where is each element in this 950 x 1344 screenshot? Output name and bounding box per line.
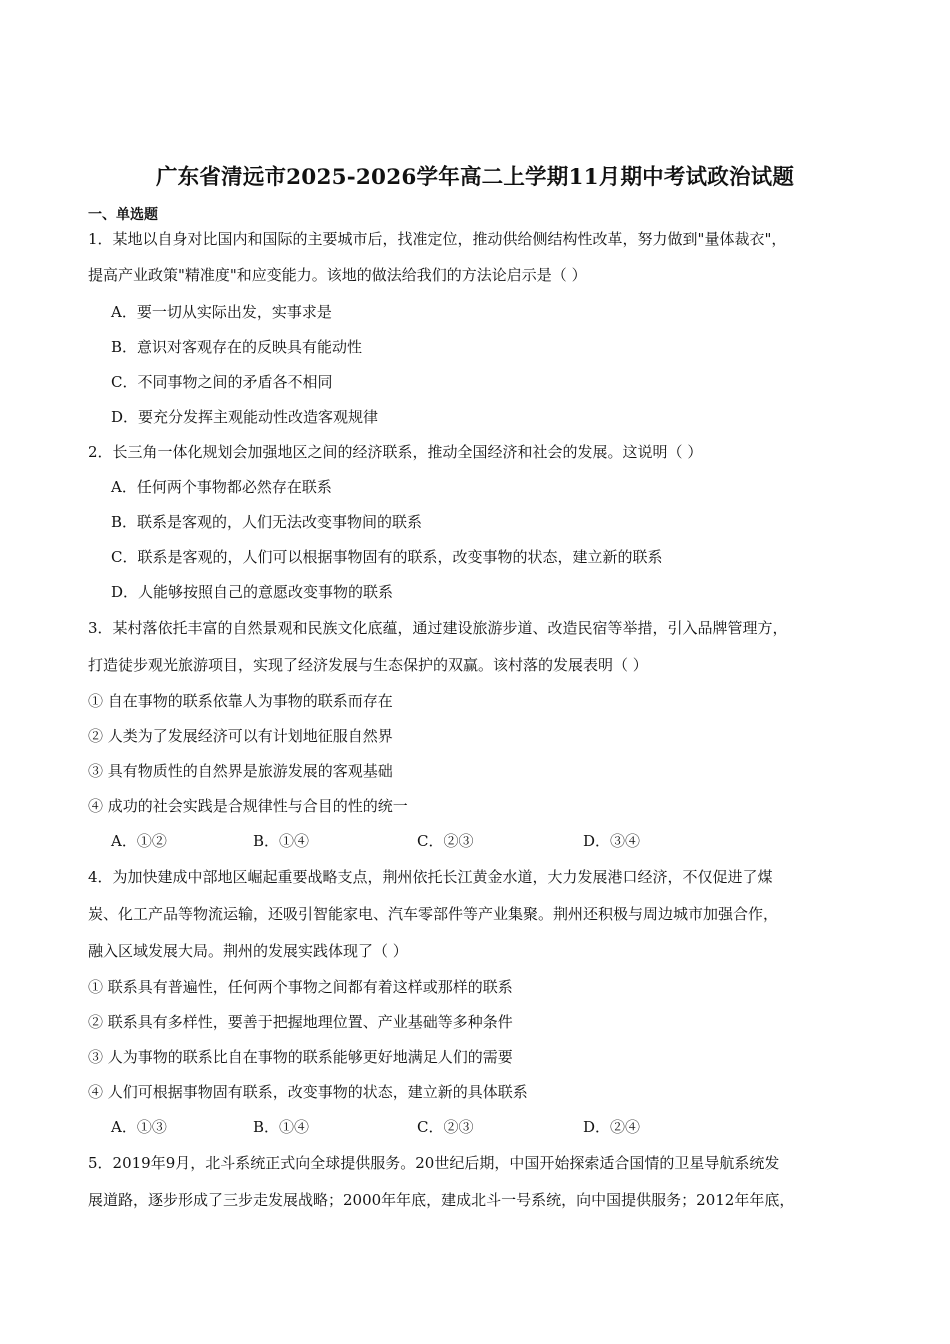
question-2-option-a: A．任何两个事物都必然存在联系	[111, 478, 332, 496]
question-2-option-d: D．人能够按照自己的意愿改变事物的联系	[111, 583, 394, 601]
question-3-item-3: ③ 具有物质性的自然界是旅游发展的客观基础	[88, 762, 393, 780]
question-4-item-2: ② 联系具有多样性，要善于把握地理位置、产业基础等多种条件	[88, 1013, 513, 1031]
question-4-line-1: 4．为加快建成中部地区崛起重要战略支点，荆州依托长江黄金水道，大力发展港口经济，不仅促进了煤	[88, 868, 773, 886]
question-3-item-4: ④ 成功的社会实践是合规律性与合目的性的统一	[88, 797, 408, 815]
question-3-choice-c: C．②③	[417, 832, 474, 850]
question-3-choice-a: A．①②	[111, 832, 167, 850]
question-4-choice-b: B．①④	[253, 1118, 310, 1136]
section-heading: 一、单选题	[88, 207, 158, 223]
question-5-line-2: 展道路，逐步形成了三步走发展战略；2000年年底，建成北斗一号系统，向中国提供服务；2012年年底，	[88, 1191, 795, 1209]
question-4-line-2: 炭、化工产品等物流运输，还吸引智能家电、汽车零部件等产业集聚。荆州还积极与周边城市加强合作，	[88, 905, 779, 923]
question-4-choice-a: A．①③	[111, 1118, 167, 1136]
question-4-item-4: ④ 人们可根据事物固有联系，改变事物的状态，建立新的具体联系	[88, 1083, 528, 1101]
question-2-option-b: B．联系是客观的，人们无法改变事物间的联系	[111, 513, 423, 531]
question-2-option-c: C．联系是客观的，人们可以根据事物固有的联系，改变事物的状态，建立新的联系	[111, 548, 663, 566]
question-3-line-2: 打造徒步观光旅游项目，实现了经济发展与生态保护的双赢。该村落的发展表明（ ）	[88, 656, 648, 674]
question-1-line-1: 1．某地以自身对比国内和国际的主要城市后，找准定位，推动供给侧结构性改革，努力做到"量体裁衣"，	[88, 230, 787, 248]
question-3-choice-b: B．①④	[253, 832, 310, 850]
question-5-line-1: 5．2019年9月，北斗系统正式向全球提供服务。20世纪后期，中国开始探索适合国情的卫星导航系统发	[88, 1154, 780, 1172]
question-1-option-d: D．要充分发挥主观能动性改造客观规律	[111, 408, 379, 426]
question-4-line-3: 融入区域发展大局。荆州的发展实践体现了（ ）	[88, 942, 408, 960]
question-3-item-2: ② 人类为了发展经济可以有计划地征服自然界	[88, 727, 393, 745]
question-1-option-a: A．要一切从实际出发，实事求是	[111, 303, 332, 321]
question-4-choice-c: C．②③	[417, 1118, 474, 1136]
question-3-item-1: ① 自在事物的联系依靠人为事物的联系而存在	[88, 692, 393, 710]
question-4-choice-d: D．②④	[583, 1118, 641, 1136]
question-4-item-1: ① 联系具有普遍性，任何两个事物之间都有着这样或那样的联系	[88, 978, 513, 996]
question-1-line-2: 提高产业政策"精准度"和应变能力。该地的做法给我们的方法论启示是（ ）	[88, 266, 587, 284]
question-1-option-b: B．意识对客观存在的反映具有能动性	[111, 338, 363, 356]
question-1-option-c: C．不同事物之间的矛盾各不相同	[111, 373, 333, 391]
question-2-line-1: 2．长三角一体化规划会加强地区之间的经济联系，推动全国经济和社会的发展。这说明（ ）	[88, 443, 703, 461]
question-3-choice-d: D．③④	[583, 832, 641, 850]
question-4-item-3: ③ 人为事物的联系比自在事物的联系能够更好地满足人们的需要	[88, 1048, 513, 1066]
page-title: 广东省清远市2025-2026学年高二上学期11月期中考试政治试题	[155, 165, 795, 190]
question-3-line-1: 3．某村落依托丰富的自然景观和民族文化底蕴，通过建设旅游步道、改造民宿等举措，引入品牌管理方，	[88, 619, 788, 637]
